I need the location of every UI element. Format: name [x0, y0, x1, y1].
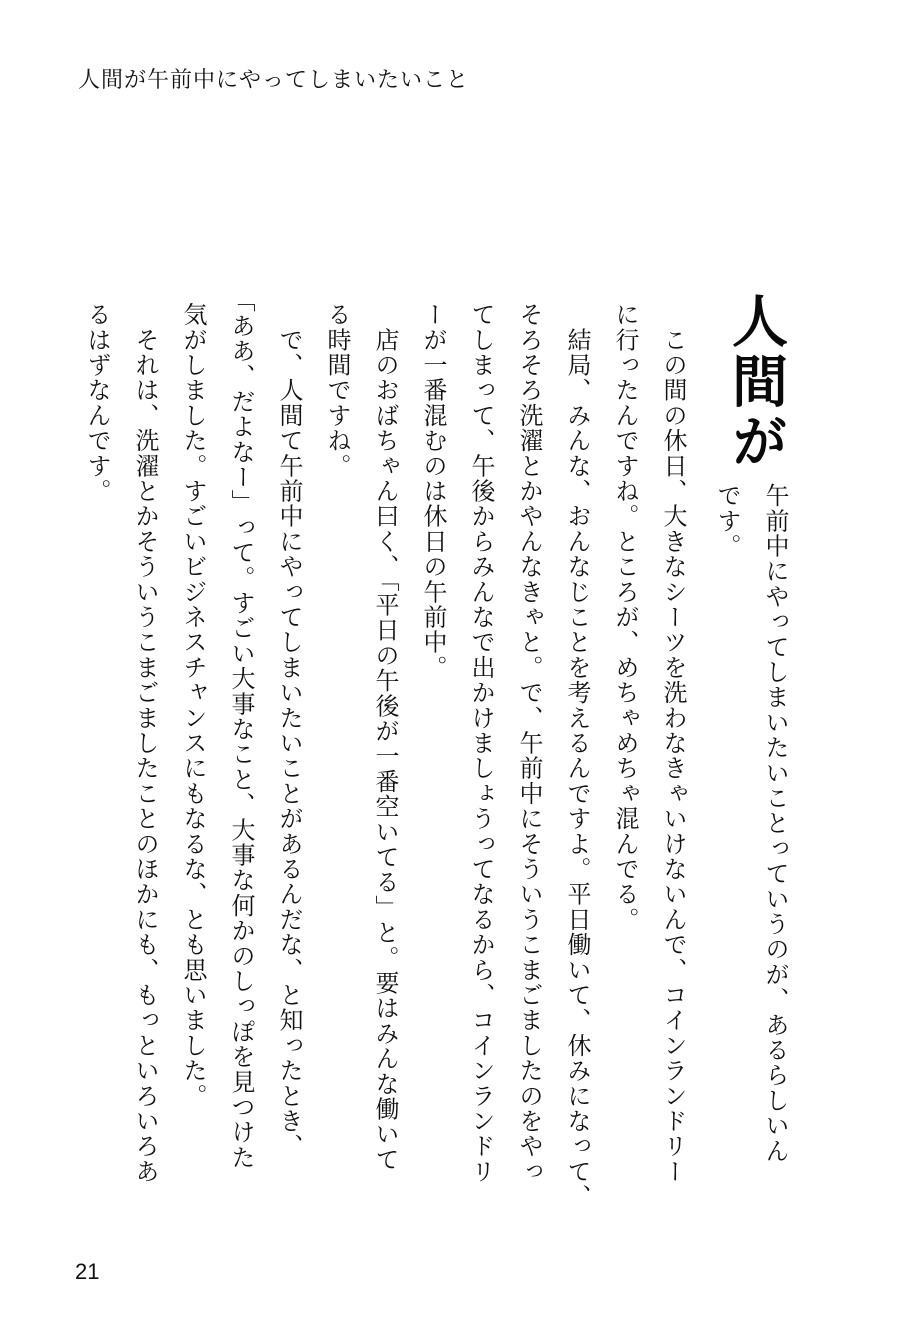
- text-column: 気がしました。すごいビジネスチャンスにもなるな、とも思いました。: [179, 302, 207, 1109]
- text-column: 午前中にやってしまいたいことっていうのが、あるらしいん: [761, 483, 789, 1164]
- section-heading: 人間が: [723, 292, 788, 472]
- text-column: 結局、みんな、おんなじことを考えるんですよ。平日働いて、休みになって、: [563, 302, 591, 1210]
- text-column: ーが一番混むのは休日の午前中。: [419, 302, 447, 680]
- text-column: この間の休日、大きなシーツを洗わなきゃいけないんで、コインランドリー: [659, 302, 687, 1184]
- text-column: てしまって、午後からみんなで出かけましょうってなるから、コインランドリ: [467, 302, 495, 1184]
- text-column: るはずなんです。: [83, 302, 111, 504]
- text-column: それは、洗濯とかそういうこまごましたことのほかにも、もっといろいろあ: [131, 302, 159, 1184]
- running-head: 人間が午前中にやってしまいたいこと: [78, 68, 470, 93]
- text-column: で、人間て午前中にやってしまいたいことがあるんだな、と知ったとき、: [275, 302, 303, 1159]
- text-column: 店のおばちゃん曰く、「平日の午後が一番空いてる」と。要はみんな働いて: [371, 302, 399, 1172]
- text-column: です。: [713, 483, 741, 559]
- text-column: る時間ですね。: [323, 302, 351, 479]
- page-number: 21: [75, 1259, 100, 1284]
- text-column: そろそろ洗濯とかやんなきゃと。で、午前中にそういうこまごましたのをやっ: [515, 302, 543, 1184]
- text-column: 「ああ、だよなー」って。すごい大事なこと、大事な何かのしっぽを見つけた: [227, 288, 255, 1170]
- text-column: に行ったんですね。ところが、めちゃめちゃ混んでる。: [611, 302, 639, 932]
